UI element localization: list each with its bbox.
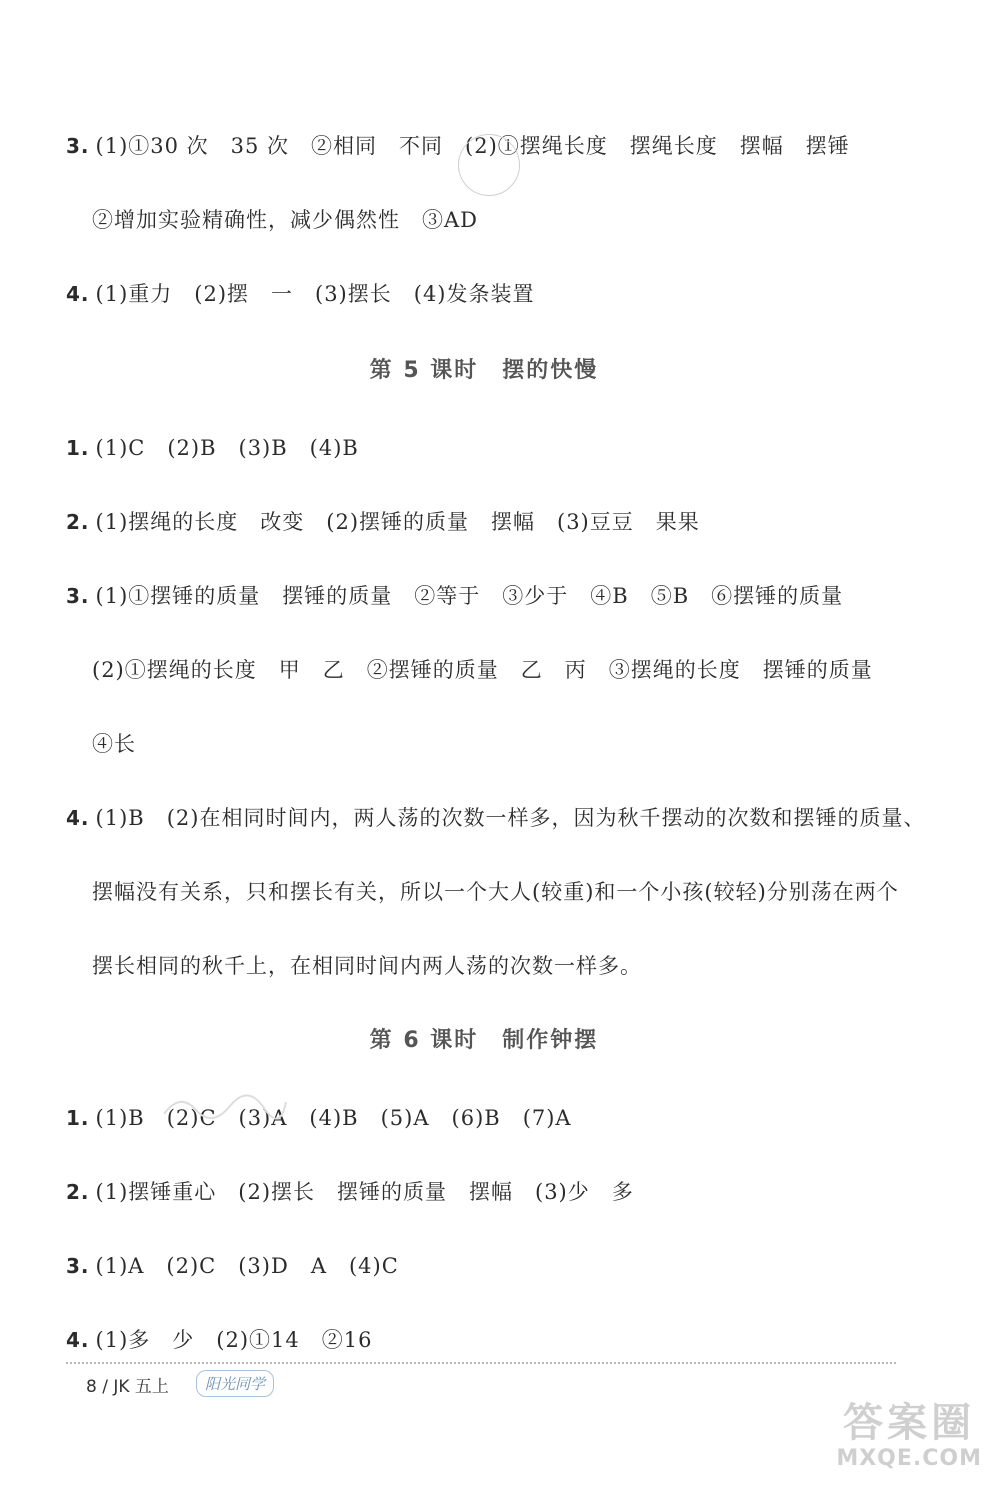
faint-handwriting-mark: [160, 1088, 290, 1130]
answer-text: ②增加实验精确性，减少偶然性 ③AD: [92, 208, 479, 232]
question-number: 3.: [66, 1254, 90, 1278]
answer-3-line-2: [92, 205, 478, 235]
question-number: 3.: [66, 584, 90, 608]
answer-4-line-1: [66, 279, 535, 309]
watermark-url: MXQE.COM: [836, 1446, 982, 1471]
lesson5-answer-3-line-1: [66, 581, 843, 611]
answer-text: (1)多 少 (2)①14 ②16: [95, 1328, 373, 1352]
question-number: 1.: [66, 1106, 90, 1130]
footer-divider: [66, 1362, 896, 1364]
answer-text: (1)摆锤重心 (2)摆长 摆锤的质量 摆幅 (3)少 多: [95, 1180, 634, 1204]
answer-3-line-1: [66, 131, 850, 161]
answer-text: (2)①摆绳的长度 甲 乙 ②摆锤的质量 乙 丙 ③摆绳的长度 摆锤的质量: [92, 658, 873, 682]
site-watermark: [836, 1400, 982, 1472]
question-number: 2.: [66, 1180, 90, 1204]
answer-text: (1)①30 次 35 次 ②相同 不同 (2)①摆绳长度 摆绳长度 摆幅 摆锤: [95, 134, 850, 158]
page-footer: 8 / JK 五上: [86, 1377, 169, 1397]
answer-text: ④长: [92, 732, 136, 756]
answer-text: 摆长相同的秋千上，在相同时间内两人荡的次数一样多。: [92, 954, 642, 978]
question-number: 4.: [66, 282, 90, 306]
question-number: 2.: [66, 510, 90, 534]
question-number: 4.: [66, 1328, 90, 1352]
answer-text: (1)A (2)C (3)D A (4)C: [95, 1254, 399, 1278]
scribble-icon: [160, 1088, 290, 1124]
lesson5-answer-3-line-2: [92, 655, 873, 685]
answer-text: 摆幅没有关系，只和摆长有关，所以一个大人(较重)和一个小孩(较轻)分别荡在两个: [92, 880, 899, 904]
lesson5-answer-4-line-3: [92, 951, 642, 981]
answer-text: (1)B (2)C (3)A (4)B (5)A (6)B (7)A: [95, 1106, 572, 1130]
question-number: 1.: [66, 436, 90, 460]
answer-text: (1)①摆锤的质量 摆锤的质量 ②等于 ③少于 ④B ⑤B ⑥摆锤的质量: [95, 584, 844, 608]
question-number: 4.: [66, 806, 90, 830]
lesson5-answer-1: [66, 433, 359, 463]
lesson6-answer-4: [66, 1325, 372, 1355]
brand-logo: 阳光同学: [196, 1370, 274, 1397]
lesson5-answer-2: [66, 507, 700, 537]
faint-stamp-icon: [458, 134, 520, 196]
watermark-title: 答案圈: [843, 1400, 976, 1446]
answer-text: (1)重力 (2)摆 一 (3)摆长 (4)发条装置: [95, 282, 535, 306]
lesson5-answer-4-line-1: [66, 803, 925, 833]
lesson6-answer-1: [66, 1103, 572, 1133]
lesson-6-heading: 第 6 课时 制作钟摆: [369, 1028, 599, 1053]
lesson6-answer-2: [66, 1177, 634, 1207]
lesson5-answer-4-line-2: [92, 877, 899, 907]
answer-text: (1)摆绳的长度 改变 (2)摆锤的质量 摆幅 (3)豆豆 果果: [95, 510, 700, 534]
lesson-5-heading: 第 5 课时 摆的快慢: [369, 358, 599, 383]
lesson6-answer-3: [66, 1251, 399, 1281]
lesson5-answer-3-line-3: [92, 729, 136, 759]
answer-text: (1)C (2)B (3)B (4)B: [95, 436, 359, 460]
answer-text: (1)B (2)在相同时间内，两人荡的次数一样多，因为秋千摆动的次数和摆锤的质量、: [95, 806, 926, 830]
question-number: 3.: [66, 134, 90, 158]
